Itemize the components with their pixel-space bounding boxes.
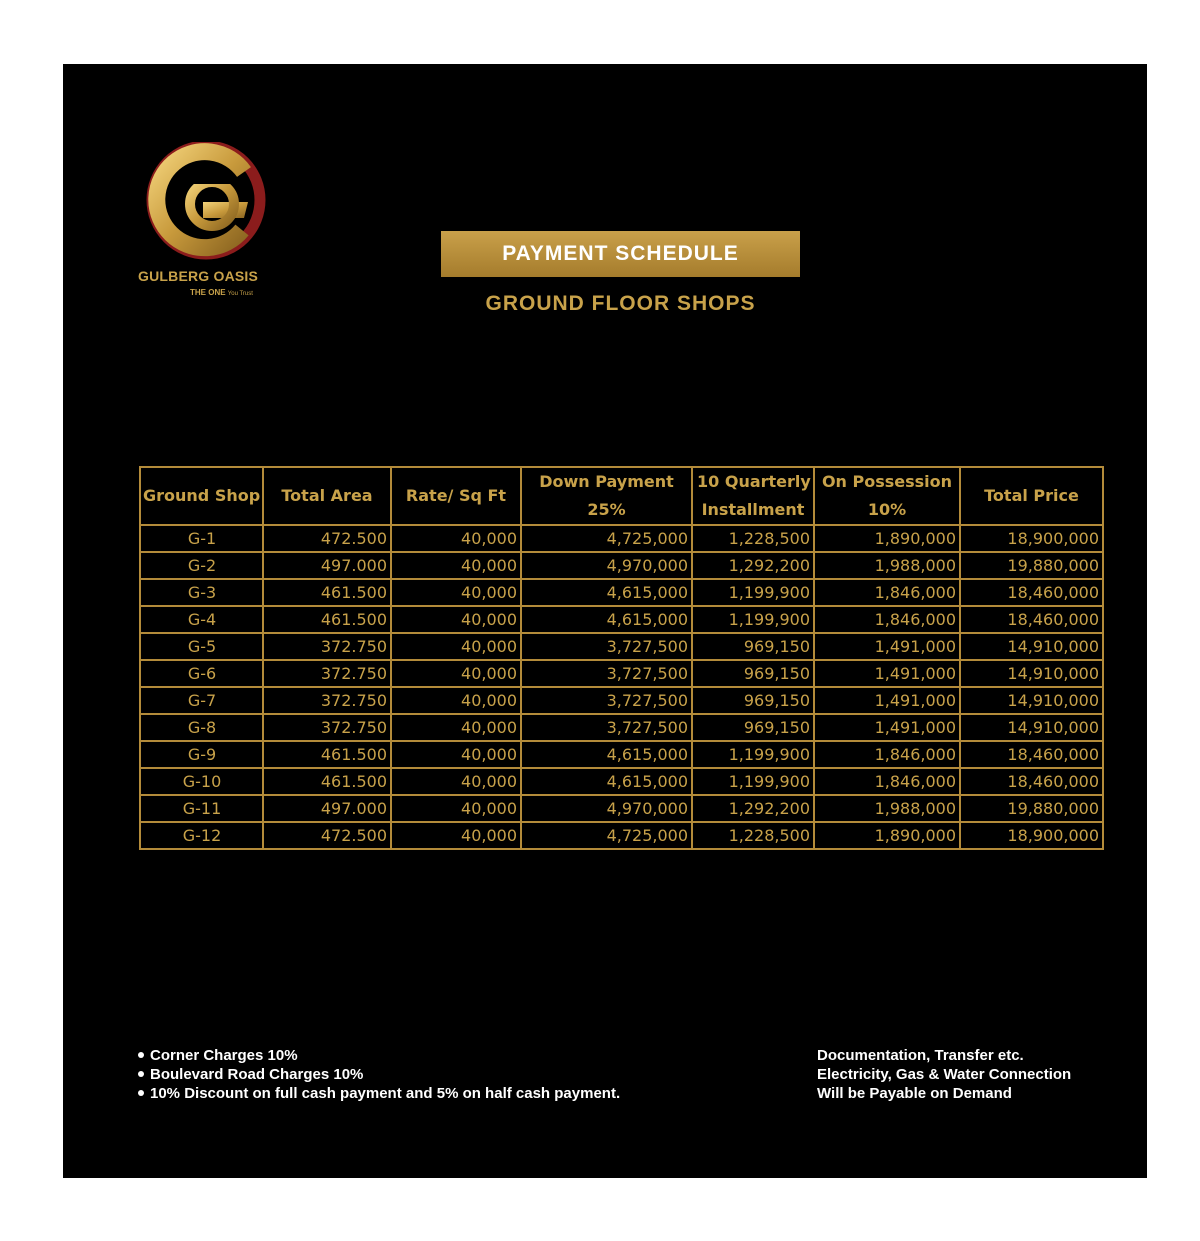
payment-schedule-table	[139, 466, 1104, 850]
brand-name: GULBERG OASIS	[138, 268, 259, 284]
cell-on-possession: 1,846,000	[814, 768, 960, 795]
header-on-possession-label: On Possession	[821, 472, 953, 491]
header-total-price: Total Price	[960, 467, 1103, 525]
bullet-icon	[138, 1090, 144, 1096]
table-row	[140, 822, 1103, 849]
cell-rate: 40,000	[391, 633, 521, 660]
cell-rate: 40,000	[391, 714, 521, 741]
cell-rate: 40,000	[391, 822, 521, 849]
brand-tagline-main: THE ONE	[190, 288, 226, 297]
header-quarterly-installment-sub: Installment	[701, 500, 805, 519]
header-down-payment	[521, 467, 692, 525]
note-item	[138, 1065, 620, 1084]
table-row	[140, 606, 1103, 633]
cell-on-possession: 1,491,000	[814, 633, 960, 660]
header-on-possession	[814, 467, 960, 525]
brand-tagline-small: You Trust	[227, 291, 253, 297]
cell-total-area: 497.000	[263, 552, 391, 579]
table-row	[140, 552, 1103, 579]
cell-down-payment: 4,615,000	[521, 606, 692, 633]
note-text: Documentation, Transfer etc.	[817, 1047, 1024, 1064]
cell-shop: G-9	[140, 741, 263, 768]
cell-shop: G-1	[140, 525, 263, 552]
table-row	[140, 768, 1103, 795]
table-row	[140, 714, 1103, 741]
cell-down-payment: 4,615,000	[521, 579, 692, 606]
note-text: Boulevard Road Charges 10%	[150, 1066, 364, 1083]
cell-on-possession: 1,491,000	[814, 660, 960, 687]
note-text: Corner Charges 10%	[150, 1047, 298, 1064]
cell-total-area: 461.500	[263, 606, 391, 633]
cell-quarterly-installment: 1,199,900	[692, 606, 814, 633]
cell-on-possession: 1,846,000	[814, 741, 960, 768]
cell-total-area: 461.500	[263, 768, 391, 795]
cell-total-area: 472.500	[263, 525, 391, 552]
cell-quarterly-installment: 969,150	[692, 714, 814, 741]
page-subtitle: GROUND FLOOR SHOPS	[485, 292, 756, 315]
cell-quarterly-installment: 1,228,500	[692, 822, 814, 849]
header-on-possession-percent: 10%	[867, 500, 907, 519]
cell-down-payment: 4,725,000	[521, 525, 692, 552]
cell-quarterly-installment: 1,292,200	[692, 795, 814, 822]
cell-total-area: 461.500	[263, 579, 391, 606]
cell-total-price: 18,460,000	[960, 741, 1103, 768]
cell-quarterly-installment: 969,150	[692, 687, 814, 714]
cell-rate: 40,000	[391, 768, 521, 795]
table-row	[140, 687, 1103, 714]
bullet-icon	[138, 1052, 144, 1058]
cell-shop: G-7	[140, 687, 263, 714]
cell-total-price: 14,910,000	[960, 633, 1103, 660]
header-down-payment-percent: 25%	[587, 500, 626, 519]
cell-shop: G-6	[140, 660, 263, 687]
cell-total-price: 14,910,000	[960, 687, 1103, 714]
cell-on-possession: 1,491,000	[814, 714, 960, 741]
cell-rate: 40,000	[391, 741, 521, 768]
cell-rate: 40,000	[391, 525, 521, 552]
cell-total-price: 14,910,000	[960, 714, 1103, 741]
table-row	[140, 741, 1103, 768]
cell-shop: G-2	[140, 552, 263, 579]
cell-down-payment: 4,970,000	[521, 795, 692, 822]
note-item	[138, 1084, 620, 1103]
charges-notes	[138, 1046, 620, 1103]
header-total-area: Total Area	[263, 467, 391, 525]
cell-on-possession: 1,491,000	[814, 687, 960, 714]
header-down-payment-label: Down Payment	[539, 472, 674, 491]
cell-on-possession: 1,846,000	[814, 606, 960, 633]
cell-rate: 40,000	[391, 660, 521, 687]
cell-total-price: 18,900,000	[960, 525, 1103, 552]
cell-total-price: 18,460,000	[960, 579, 1103, 606]
cell-on-possession: 1,988,000	[814, 795, 960, 822]
table-row	[140, 579, 1103, 606]
cell-total-area: 461.500	[263, 741, 391, 768]
header-ground-shop: Ground Shop	[140, 467, 263, 525]
cell-total-price: 19,880,000	[960, 795, 1103, 822]
cell-quarterly-installment: 1,199,900	[692, 768, 814, 795]
header-rate-per-sqft: Rate/ Sq Ft	[391, 467, 521, 525]
header-quarterly-installment	[692, 467, 814, 525]
cell-quarterly-installment: 1,292,200	[692, 552, 814, 579]
cell-quarterly-installment: 969,150	[692, 660, 814, 687]
cell-shop: G-8	[140, 714, 263, 741]
cell-rate: 40,000	[391, 687, 521, 714]
cell-shop: G-5	[140, 633, 263, 660]
cell-shop: G-12	[140, 822, 263, 849]
payable-on-demand-notes	[817, 1046, 1071, 1103]
cell-down-payment: 3,727,500	[521, 714, 692, 741]
cell-quarterly-installment: 1,228,500	[692, 525, 814, 552]
cell-down-payment: 3,727,500	[521, 633, 692, 660]
cell-total-area: 497.000	[263, 795, 391, 822]
cell-down-payment: 3,727,500	[521, 660, 692, 687]
cell-on-possession: 1,890,000	[814, 525, 960, 552]
table-row	[140, 525, 1103, 552]
cell-down-payment: 4,725,000	[521, 822, 692, 849]
cell-total-price: 18,900,000	[960, 822, 1103, 849]
cell-on-possession: 1,988,000	[814, 552, 960, 579]
cell-quarterly-installment: 969,150	[692, 633, 814, 660]
note-text: 10% Discount on full cash payment and 5% on half cash payment.	[150, 1085, 621, 1102]
note-item	[138, 1046, 620, 1065]
cell-total-price: 19,880,000	[960, 552, 1103, 579]
brand-tagline	[190, 288, 280, 297]
header-quarterly-installment-label: 10 Quarterly	[697, 472, 811, 491]
cell-shop: G-3	[140, 579, 263, 606]
cell-total-area: 472.500	[263, 822, 391, 849]
table-row	[140, 795, 1103, 822]
note-text: Electricity, Gas & Water Connection	[817, 1066, 1072, 1083]
page-title: PAYMENT SCHEDULE	[441, 231, 800, 277]
cell-quarterly-installment: 1,199,900	[692, 579, 814, 606]
cell-total-area: 372.750	[263, 633, 391, 660]
cell-down-payment: 4,970,000	[521, 552, 692, 579]
cell-on-possession: 1,846,000	[814, 579, 960, 606]
table-row	[140, 633, 1103, 660]
cell-down-payment: 4,615,000	[521, 768, 692, 795]
cell-shop: G-10	[140, 768, 263, 795]
cell-on-possession: 1,890,000	[814, 822, 960, 849]
cell-total-price: 18,460,000	[960, 768, 1103, 795]
table-row	[140, 660, 1103, 687]
cell-down-payment: 3,727,500	[521, 687, 692, 714]
table-header-row	[140, 467, 1103, 525]
bullet-icon	[138, 1071, 144, 1077]
cell-total-price: 14,910,000	[960, 660, 1103, 687]
cell-rate: 40,000	[391, 795, 521, 822]
cell-shop: G-4	[140, 606, 263, 633]
cell-rate: 40,000	[391, 552, 521, 579]
note-text: Will be Payable on Demand	[817, 1085, 1012, 1102]
cell-quarterly-installment: 1,199,900	[692, 741, 814, 768]
cell-total-price: 18,460,000	[960, 606, 1103, 633]
cell-down-payment: 4,615,000	[521, 741, 692, 768]
cell-total-area: 372.750	[263, 687, 391, 714]
cell-total-area: 372.750	[263, 660, 391, 687]
cell-total-area: 372.750	[263, 714, 391, 741]
cell-shop: G-11	[140, 795, 263, 822]
cell-rate: 40,000	[391, 579, 521, 606]
cell-rate: 40,000	[391, 606, 521, 633]
